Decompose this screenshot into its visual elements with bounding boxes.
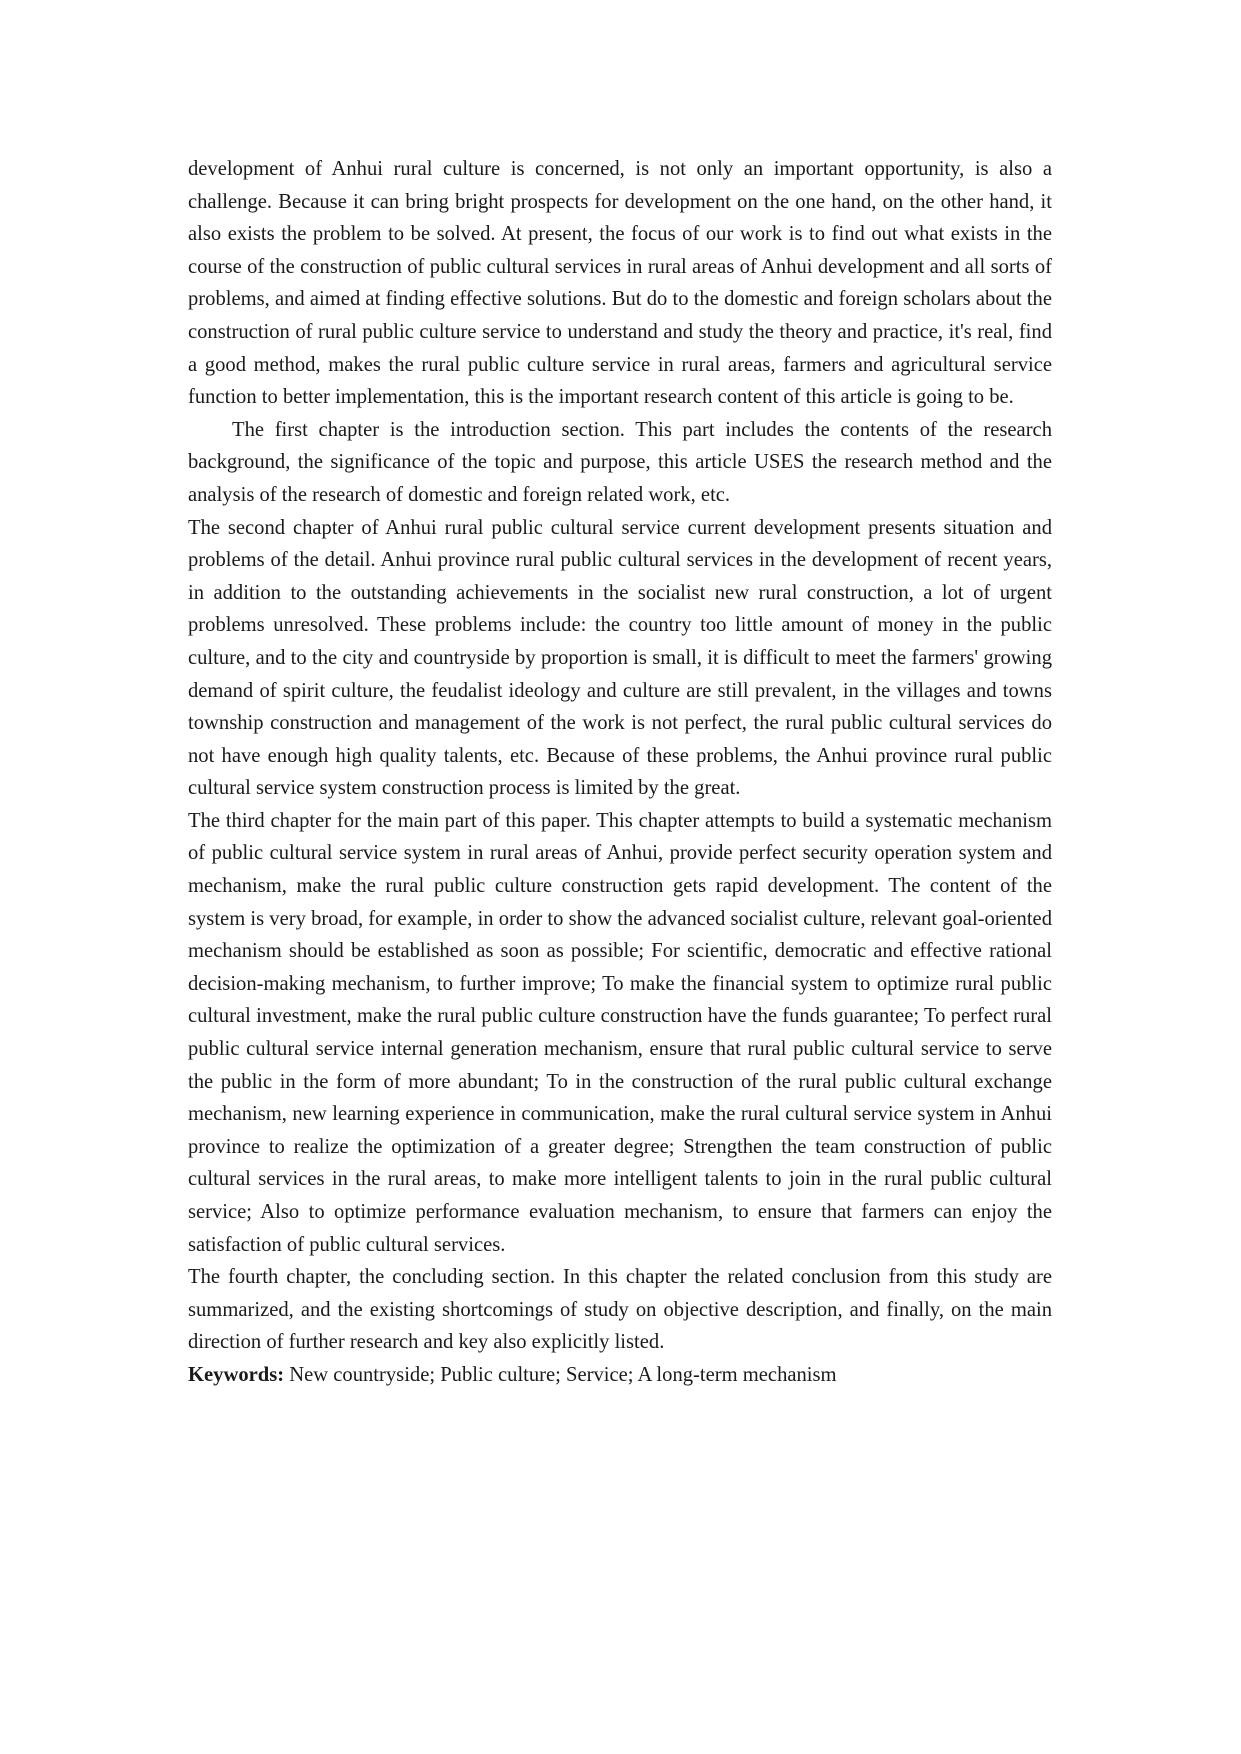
keywords-value: New countryside; Public culture; Service; A long-term mechanism [284, 1363, 837, 1386]
document-body [188, 153, 1052, 1392]
paragraph-chapter-one: The first chapter is the introduction section. This part includes the contents of the research background, the significance of the topic and purpose, this article USES the research method and the analysis of the research of domestic and foreign related work, etc. [188, 418, 1052, 506]
paragraph-chapter-four: The fourth chapter, the concluding section. In this chapter the related conclusion from this study are summarized, and the existing shortcomings of study on objective description, and finally, on the main direction of further research and key also explicitly listed. [188, 1266, 1052, 1354]
paragraph-chapter-three: The third chapter for the main part of this paper. This chapter attempts to build a systematic mechanism of public cultural service system in rural areas of Anhui, provide perfect security operation system and mechanism, make the rural public culture construction gets rapid development. The content of the system is very broad, for example, in order to show the advanced socialist culture, relevant goal-oriented mechanism should be established as soon as possible; For scientific, democratic and effective rational decision-making mechanism, to further improve; To make the financial system to optimize rural public cultural investment, make the rural public culture construction have the funds guarantee; To perfect rural public cultural service internal generation mechanism, ensure that rural public cultural service to serve the public in the form of more abundant; To in the construction of the rural public cultural exchange mechanism, new learning experience in communication, make the rural cultural service system in Anhui province to realize the optimization of a greater degree; Strengthen the team construction of public cultural services in the rural areas, to make more intelligent talents to join in the rural public cultural service; Also to optimize performance evaluation mechanism, to ensure that farmers can enjoy the satisfaction of public cultural services. [188, 809, 1052, 1256]
keywords-line [188, 1359, 1052, 1392]
keywords-label: Keywords: [188, 1363, 285, 1386]
paragraph-intro-continued: development of Anhui rural culture is concerned, is not only an important opportunity, is also a challenge. Because it can bring bright prospects for development on the one hand, on the other hand, it also exists the problem to be solved. At present, the focus of our work is to find out what exists in the course of the construction of public cultural services in rural areas of Anhui development and all sorts of problems, and aimed at finding effective solutions. But do to the domestic and foreign scholars about the construction of rural public culture service to understand and study the theory and practice, it's real, find a good method, makes the rural public culture service in rural areas, farmers and agricultural service function to better implementation, this is the important research content of this article is going to be. [188, 158, 1052, 409]
paragraph-chapter-two: The second chapter of Anhui rural public cultural service current development presents situation and problems of the detail. Anhui province rural public cultural services in the development of recent years, in addition to the outstanding achievements in the socialist new rural construction, a lot of urgent problems unresolved. These problems include: the country too little amount of money in the public culture, and to the city and countryside by proportion is small, it is difficult to meet the farmers' growing demand of spirit culture, the feudalist ideology and culture are still prevalent, in the villages and towns township construction and management of the work is not perfect, the rural public cultural services do not have enough high quality talents, etc. Because of these problems, the Anhui province rural public cultural service system construction process is limited by the great. [188, 516, 1052, 800]
